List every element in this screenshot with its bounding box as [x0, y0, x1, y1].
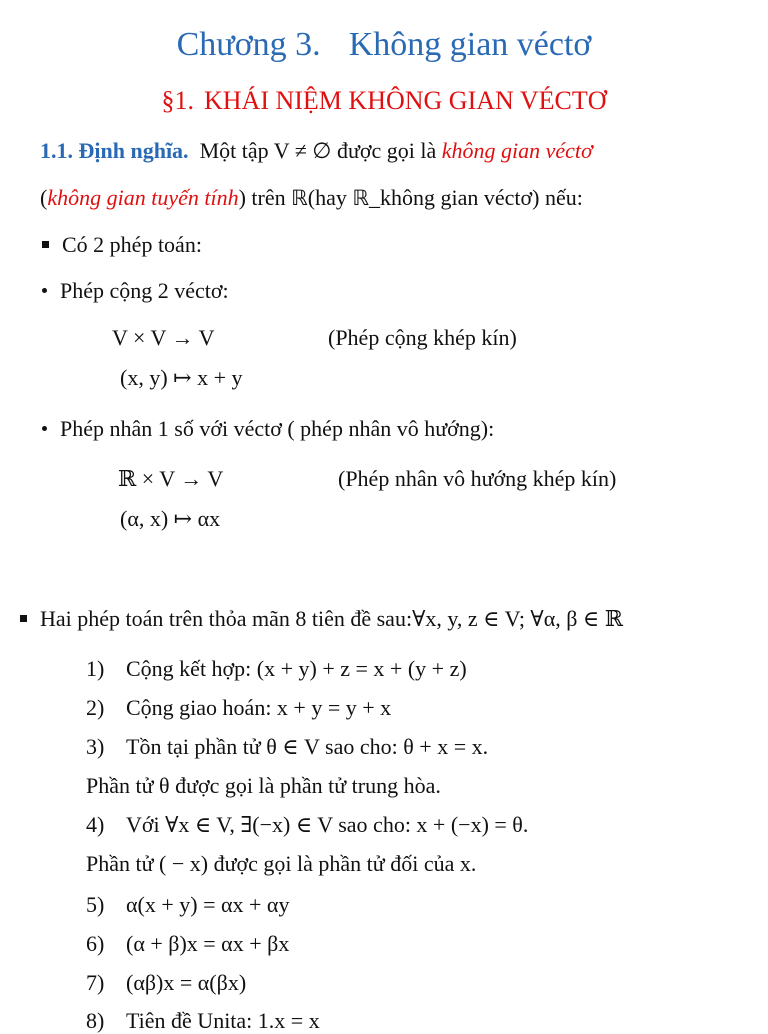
- section-title: [0, 86, 768, 116]
- section-number: §1.: [161, 86, 194, 115]
- real-numbers-symbol-2: ℝ: [352, 186, 369, 210]
- axiom-note-text: Phần tử ( − x) được gọi là phần tử đối của x.: [86, 851, 477, 876]
- add-label: [42, 278, 229, 304]
- ops-intro-text: Có 2 phép toán:: [62, 232, 202, 257]
- definition-label: 1.1. Định nghĩa.: [40, 138, 189, 163]
- dot-bullet-icon: [42, 426, 47, 431]
- axiom-text: Cộng kết hợp: (x + y) + z = x + (y + z): [126, 656, 467, 681]
- axioms-intro-text: Hai phép toán trên thỏa mãn 8 tiên đề sau:: [40, 606, 413, 631]
- axiom-text: (αβ)x = α(βx): [126, 970, 247, 995]
- axiom-text: Tiên đề Unita: 1.x = x: [126, 1008, 320, 1033]
- definition-text: Một tập V ≠ ∅ được gọi là: [199, 138, 437, 163]
- axiom-number: 4): [86, 812, 105, 837]
- chapter-title: [0, 26, 768, 64]
- definition-line-1: [40, 138, 593, 164]
- axiom-text: (α + β)x = αx + βx: [126, 931, 290, 956]
- add-note: (Phép cộng khép kín): [328, 325, 517, 350]
- definition-line-2: [40, 185, 583, 211]
- axiom-number: 7): [86, 970, 105, 995]
- axiom-item: [86, 931, 289, 957]
- axiom-text: α(x + y) = αx + αy: [126, 892, 290, 917]
- axioms-intro: [20, 606, 623, 632]
- axiom-number: 8): [86, 1008, 105, 1033]
- mul-label-text: Phép nhân 1 số với véctơ ( phép nhân vô hướng):: [60, 416, 495, 441]
- mul-note: (Phép nhân vô hướng khép kín): [338, 466, 617, 491]
- axiom-text: Cộng giao hoán: x + y = y + x: [126, 695, 392, 720]
- definition-text-2: ) trên: [238, 185, 286, 210]
- axioms-quantifier: ∀x, y, z ∈ V; ∀α, β ∈ ℝ: [412, 606, 623, 631]
- chapter-number: Chương 3.: [176, 26, 321, 63]
- add-map: V × V → V: [112, 325, 215, 350]
- axiom-number: 3): [86, 734, 105, 759]
- axiom-note: [86, 773, 441, 799]
- axiom-text: Với ∀x ∈ V, ∃(−x) ∈ V sao cho: x + (−x) = θ.: [126, 812, 529, 837]
- ops-intro: [42, 232, 202, 258]
- definition-term: không gian véctơ: [441, 138, 593, 163]
- definition-term-alt: không gian tuyến tính: [47, 185, 239, 210]
- axiom-item: [86, 970, 246, 996]
- axiom-item: [86, 734, 488, 760]
- axiom-item: [86, 892, 289, 918]
- square-bullet-icon: [42, 241, 49, 248]
- real-numbers-symbol: ℝ: [291, 186, 308, 210]
- axiom-number: 2): [86, 695, 105, 720]
- axiom-item: [86, 812, 528, 838]
- axiom-number: 5): [86, 892, 105, 917]
- axiom-item: [86, 1008, 320, 1034]
- chapter-name: Không gian véctơ: [348, 26, 592, 63]
- definition-text-4: _không gian véctơ) nếu:: [368, 185, 583, 210]
- axiom-number: 1): [86, 656, 105, 681]
- square-bullet-icon: [20, 615, 27, 622]
- mul-label: [42, 416, 494, 442]
- section-name: KHÁI NIỆM KHÔNG GIAN VÉCTƠ: [204, 86, 607, 115]
- add-label-text: Phép cộng 2 véctơ:: [60, 278, 229, 303]
- mul-rule: (α, x) ↦ αx: [120, 506, 221, 531]
- dot-bullet-icon: [42, 288, 47, 293]
- axiom-item: [86, 656, 467, 682]
- axiom-note: [86, 851, 476, 877]
- axiom-item: [86, 695, 391, 721]
- axiom-note-text: Phần tử θ được gọi là phần tử trung hòa.: [86, 773, 441, 798]
- definition-text-3: (hay: [307, 185, 347, 210]
- axiom-text: Tồn tại phần tử θ ∈ V sao cho: θ + x = x.: [126, 734, 489, 759]
- add-rule: (x, y) ↦ x + y: [120, 365, 243, 390]
- open-paren: (: [40, 185, 48, 210]
- axiom-number: 6): [86, 931, 105, 956]
- mul-map: ℝ × V → V: [118, 466, 224, 491]
